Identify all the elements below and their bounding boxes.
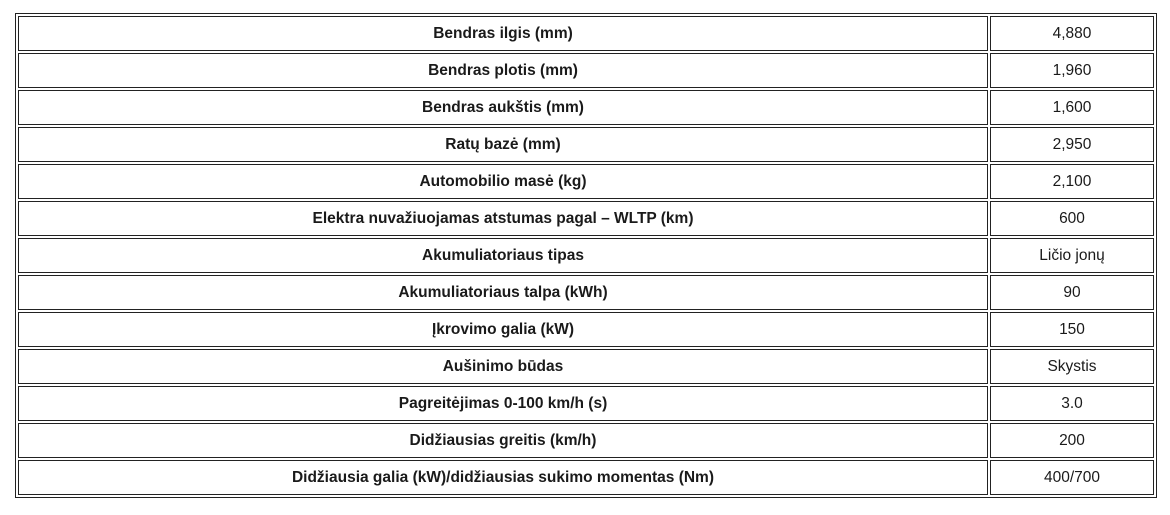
spec-label: Automobilio masė (kg) xyxy=(18,164,988,199)
spec-label: Akumuliatoriaus tipas xyxy=(18,238,988,273)
table-row xyxy=(18,53,1154,88)
spec-value: 1,600 xyxy=(990,90,1154,125)
spec-label: Bendras aukštis (mm) xyxy=(18,90,988,125)
spec-value: 3.0 xyxy=(990,386,1154,421)
spec-label: Didžiausias greitis (km/h) xyxy=(18,423,988,458)
spec-label: Bendras ilgis (mm) xyxy=(18,16,988,51)
spec-label: Akumuliatoriaus talpa (kWh) xyxy=(18,275,988,310)
spec-value: 90 xyxy=(990,275,1154,310)
spec-value: Skystis xyxy=(990,349,1154,384)
spec-table xyxy=(15,13,1157,498)
spec-label: Ratų bazė (mm) xyxy=(18,127,988,162)
spec-label: Pagreitėjimas 0-100 km/h (s) xyxy=(18,386,988,421)
spec-value: 600 xyxy=(990,201,1154,236)
table-row xyxy=(18,275,1154,310)
table-row xyxy=(18,460,1154,495)
table-row xyxy=(18,386,1154,421)
spec-value: 2,100 xyxy=(990,164,1154,199)
table-row xyxy=(18,127,1154,162)
spec-value: 150 xyxy=(990,312,1154,347)
table-row xyxy=(18,423,1154,458)
table-row xyxy=(18,312,1154,347)
spec-value: 4,880 xyxy=(990,16,1154,51)
table-row xyxy=(18,349,1154,384)
spec-label: Bendras plotis (mm) xyxy=(18,53,988,88)
spec-value: 1,960 xyxy=(990,53,1154,88)
table-row xyxy=(18,16,1154,51)
table-row xyxy=(18,238,1154,273)
spec-value: 400/700 xyxy=(990,460,1154,495)
spec-value: Ličio jonų xyxy=(990,238,1154,273)
spec-label: Aušinimo būdas xyxy=(18,349,988,384)
table-row xyxy=(18,201,1154,236)
spec-value: 200 xyxy=(990,423,1154,458)
table-row xyxy=(18,164,1154,199)
table-row xyxy=(18,90,1154,125)
spec-label: Didžiausia galia (kW)/didžiausias sukimo momentas (Nm) xyxy=(18,460,988,495)
spec-value: 2,950 xyxy=(990,127,1154,162)
spec-label: Įkrovimo galia (kW) xyxy=(18,312,988,347)
spec-label: Elektra nuvažiuojamas atstumas pagal – WLTP (km) xyxy=(18,201,988,236)
